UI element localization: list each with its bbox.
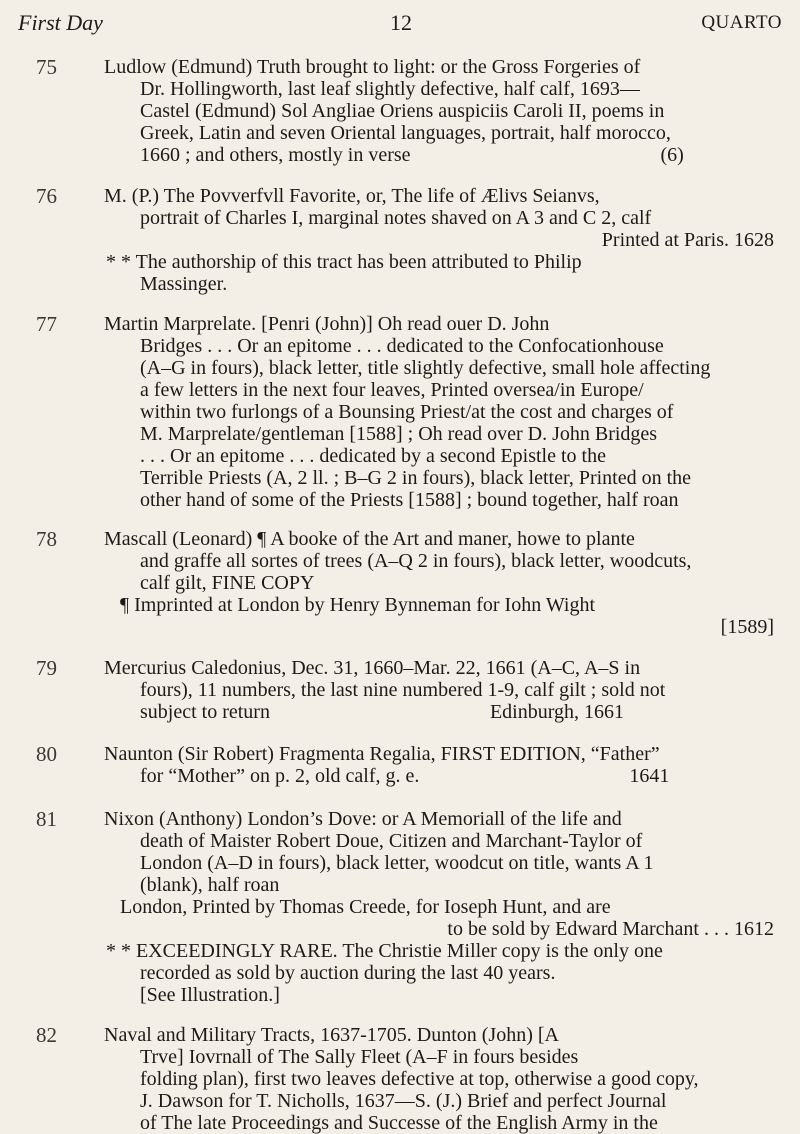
lot-number: 79 — [36, 656, 57, 680]
text-line: a few letters in the next four leaves, Printed oversea/in Europe/ — [140, 379, 644, 401]
text-line: subject to return Edinburgh, 1661 — [140, 701, 625, 723]
lot-description — [104, 528, 774, 638]
text-line: of The late Proceedings and Successe of the English Army in the — [140, 1112, 658, 1134]
page-header — [18, 6, 782, 40]
text-line: Nixon (Anthony) London’s Dove: or A Memoriall of the life and — [104, 808, 622, 830]
text-line: Bridges . . . Or an epitome . . . dedicated to the Confocationhouse — [140, 335, 664, 357]
lot-number: 81 — [36, 807, 57, 831]
running-head-left: First Day — [18, 10, 103, 35]
lot-description — [104, 56, 774, 166]
lot-description — [104, 185, 774, 295]
text-line: fours), 11 numbers, the last nine numbered 1-9, calf gilt ; sold not — [140, 679, 666, 701]
text-line: . . . Or an epitome . . . dedicated by a second Epistle to the — [140, 445, 606, 467]
text-line: within two furlongs of a Bounsing Priest/at the cost and charges of — [140, 401, 674, 423]
text-line: [See Illustration.] — [140, 984, 280, 1006]
text-line: portrait of Charles I, marginal notes shaved on A 3 and C 2, calf — [140, 207, 652, 229]
running-head-right: QUARTO — [701, 12, 782, 33]
text-line: J. Dawson for T. Nicholls, 1637—S. (J.) Brief and perfect Journal — [140, 1090, 667, 1112]
text-line: Massinger. — [140, 273, 228, 295]
text-line: Naval and Military Tracts, 1637-1705. Dunton (John) [A — [104, 1024, 559, 1046]
text-line: other hand of some of the Priests [1588] ; bound together, half roan — [140, 489, 679, 511]
text-line: M. (P.) The Povverfvll Favorite, or, The life of Ælivs Seianvs, — [104, 185, 600, 207]
text-line: London (A–D in fours), black letter, woodcut on title, wants A 1 — [140, 852, 654, 874]
lot-number: 77 — [36, 312, 57, 336]
page-number: 12 — [390, 10, 412, 35]
text-line: Martin Marprelate. [Penri (John)] Oh read ouer D. John — [104, 313, 550, 335]
text-line: folding plan), first two leaves defective at top, otherwise a good copy, — [140, 1068, 699, 1090]
text-line: death of Maister Robert Doue, Citizen and Marchant-Taylor of — [140, 830, 643, 852]
text-line: Greek, Latin and seven Oriental languages, portrait, half morocco, — [140, 122, 671, 144]
text-line: Naunton (Sir Robert) Fragmenta Regalia, FIRST EDITION, “Father” — [104, 743, 660, 765]
text-line: London, Printed by Thomas Creede, for Ioseph Hunt, and are — [120, 896, 611, 918]
text-line: Castel (Edmund) Sol Angliae Oriens auspiciis Caroli II, poems in — [140, 100, 665, 122]
lot-number: 82 — [36, 1023, 57, 1047]
text-line: Mercurius Caledonius, Dec. 31, 1660–Mar. 22, 1661 (A–C, A–S in — [104, 657, 641, 679]
text-line: * * The authorship of this tract has been attributed to Philip — [106, 251, 582, 273]
lot-description — [104, 657, 774, 723]
text-line: ¶ Imprinted at London by Henry Bynneman for Iohn Wight — [120, 594, 596, 616]
text-line: to be sold by Edward Marchant . . . 1612 — [447, 918, 774, 940]
text-line: Printed at Paris. 1628 — [601, 229, 774, 251]
lot-number: 76 — [36, 184, 57, 208]
text-line: (blank), half roan — [140, 874, 280, 896]
text-line: (A–G in fours), black letter, title slightly defective, small hole affecting — [140, 357, 711, 379]
text-line: Trve] Iovrnall of The Sally Fleet (A–F in fours besides — [140, 1046, 579, 1068]
text-line: M. Marprelate/gentleman [1588] ; Oh read over D. John Bridges — [140, 423, 658, 445]
text-line: Dr. Hollingworth, last leaf slightly defective, half calf, 1693— — [140, 78, 640, 100]
text-line: calf gilt, FINE COPY — [140, 572, 315, 594]
lot-number: 80 — [36, 742, 57, 766]
lot-description — [104, 1024, 774, 1134]
lot-description — [104, 313, 774, 511]
lot-number: 75 — [36, 55, 57, 79]
text-line: recorded as sold by auction during the last 40 years. — [140, 962, 556, 984]
text-line: * * EXCEEDINGLY RARE. The Christie Miller copy is the only one — [106, 940, 663, 962]
lot-description — [104, 743, 774, 787]
text-line: Ludlow (Edmund) Truth brought to light: or the Gross Forgeries of — [104, 56, 641, 78]
text-line: Terrible Priests (A, 2 ll. ; B–G 2 in fours), black letter, Printed on the — [140, 467, 692, 489]
lot-number: 78 — [36, 527, 57, 551]
text-line: 1660 ; and others, mostly in verse (6) — [140, 144, 684, 166]
lot-description — [104, 808, 774, 1006]
text-line: and graffe all sortes of trees (A–Q 2 in fours), black letter, woodcuts, — [140, 550, 692, 572]
text-line: for “Mother” on p. 2, old calf, g. e. 1641 — [140, 765, 670, 787]
text-line: [1589] — [720, 616, 774, 638]
text-line: Mascall (Leonard) ¶ A booke of the Art and maner, howe to plante — [104, 528, 635, 550]
